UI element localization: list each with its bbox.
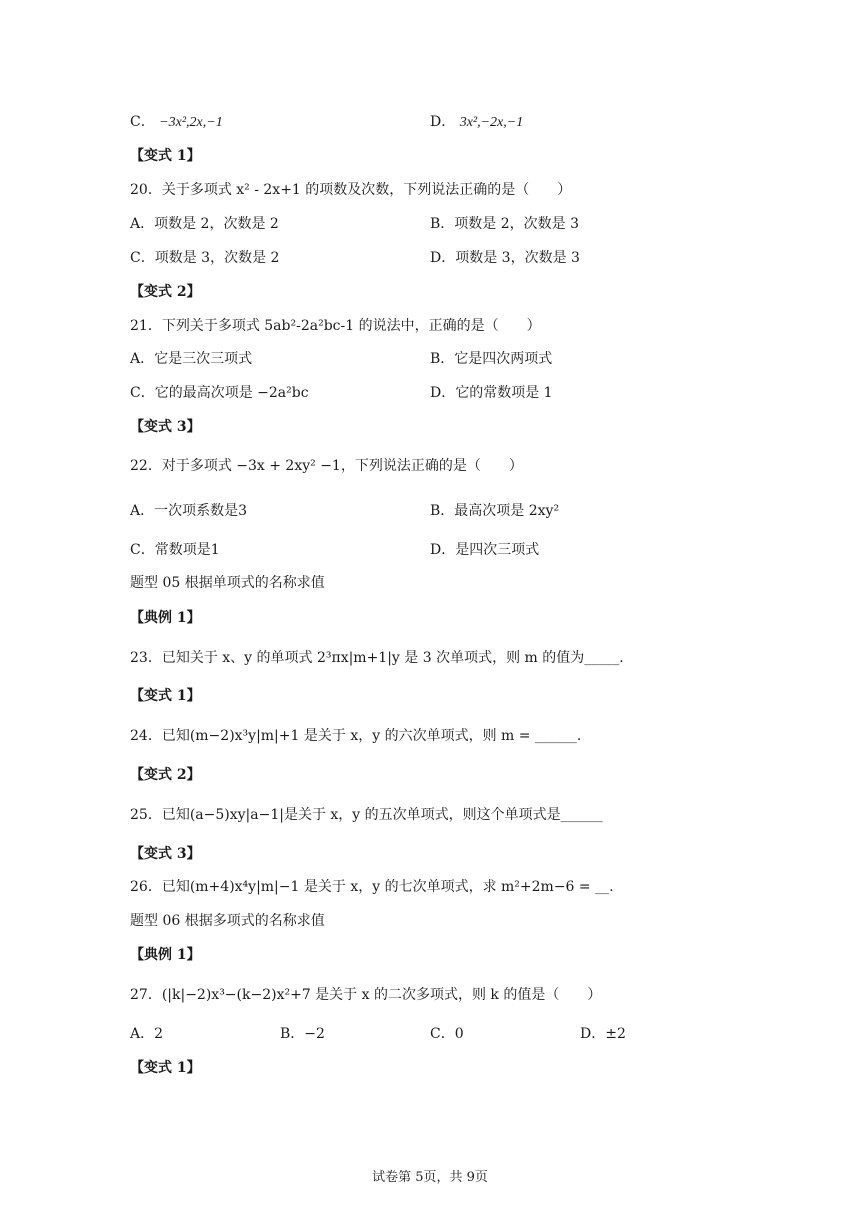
q19-option-c-expr: −3x²,2x,−1 [159,115,223,130]
q25-stem: 25．已知(a−5)xy|a−1|是关于 x，y 的五次单项式，则这个单项式是______ [130,807,603,823]
q27-stem: 27．(|k|−2)x³−(k−2)x²+7 是关于 x 的二次多项式，则 k 的值是（ ） [130,987,602,1003]
q19-option-d-expr: 3x²,−2x,−1 [459,115,524,130]
variant-label: 【变式 1】 [130,148,201,164]
variant-label: 【变式 3】 [130,419,201,435]
q27-option-b: B．−2 [280,1026,325,1042]
q27-option-d: D．±2 [580,1026,626,1042]
q22-option-c: C．常数项是1 [130,542,220,558]
q26-stem: 26．已知(m+4)x⁴y|m|−1 是关于 x，y 的七次单项式，求 m²+2m−6 = __. [130,879,614,895]
variant-label: 【变式 3】 [130,846,201,862]
q22-option-b: B．最高次项是 2xy² [430,503,560,519]
q22-stem: 22．对于多项式 −3x + 2xy² −1，下列说法正确的是（ ） [130,458,523,474]
q27-option-a: A．2 [130,1026,164,1042]
section-title-06: 题型 06 根据多项式的名称求值 [130,913,325,929]
variant-label: 【变式 2】 [130,767,201,783]
page-footer: 试卷第 5页，共 9页 [372,1170,488,1185]
q21-option-b: B．它是四次两项式 [430,351,553,367]
q22-option-d: D．是四次三项式 [430,542,540,558]
q19-option-d-label: D． [430,114,456,130]
q22-option-a: A．一次项系数是3 [130,503,248,519]
q23-stem: 23．已知关于 x、y 的单项式 2³πx|m+1|y 是 3 次单项式，则 m 的值为_____. [130,650,624,666]
q20-option-d: D．项数是 3，次数是 3 [430,250,580,266]
q27-option-c: C．0 [430,1026,464,1042]
section-title-05: 题型 05 根据单项式的名称求值 [130,575,325,591]
q21-stem: 21．下列关于多项式 5ab²-2a²bc-1 的说法中，正确的是（ ） [130,318,541,334]
q21-option-d: D．它的常数项是 1 [430,385,553,401]
variant-label: 【变式 2】 [130,284,201,300]
q19-option-c-label: C． [130,114,155,130]
q19-option-d [430,112,523,133]
q20-option-a: A．项数是 2，次数是 2 [130,216,279,232]
q20-stem: 20．关于多项式 x² - 2x+1 的项数及次数，下列说法正确的是（ ） [130,182,572,198]
q21-option-a: A．它是三次三项式 [130,351,253,367]
variant-label: 【变式 1】 [130,688,201,704]
q19-option-c [130,112,223,133]
q21-option-c: C．它的最高次项是 −2a²bc [130,385,309,401]
q24-stem: 24．已知(m−2)x³y|m|+1 是关于 x，y 的六次单项式，则 m = ______. [130,728,582,744]
example-label: 【典例 1】 [130,947,201,963]
q20-option-c: C．项数是 3，次数是 2 [130,250,280,266]
example-label: 【典例 1】 [130,610,201,626]
variant-label: 【变式 1】 [130,1060,201,1076]
q20-option-b: B．项数是 2，次数是 3 [430,216,580,232]
